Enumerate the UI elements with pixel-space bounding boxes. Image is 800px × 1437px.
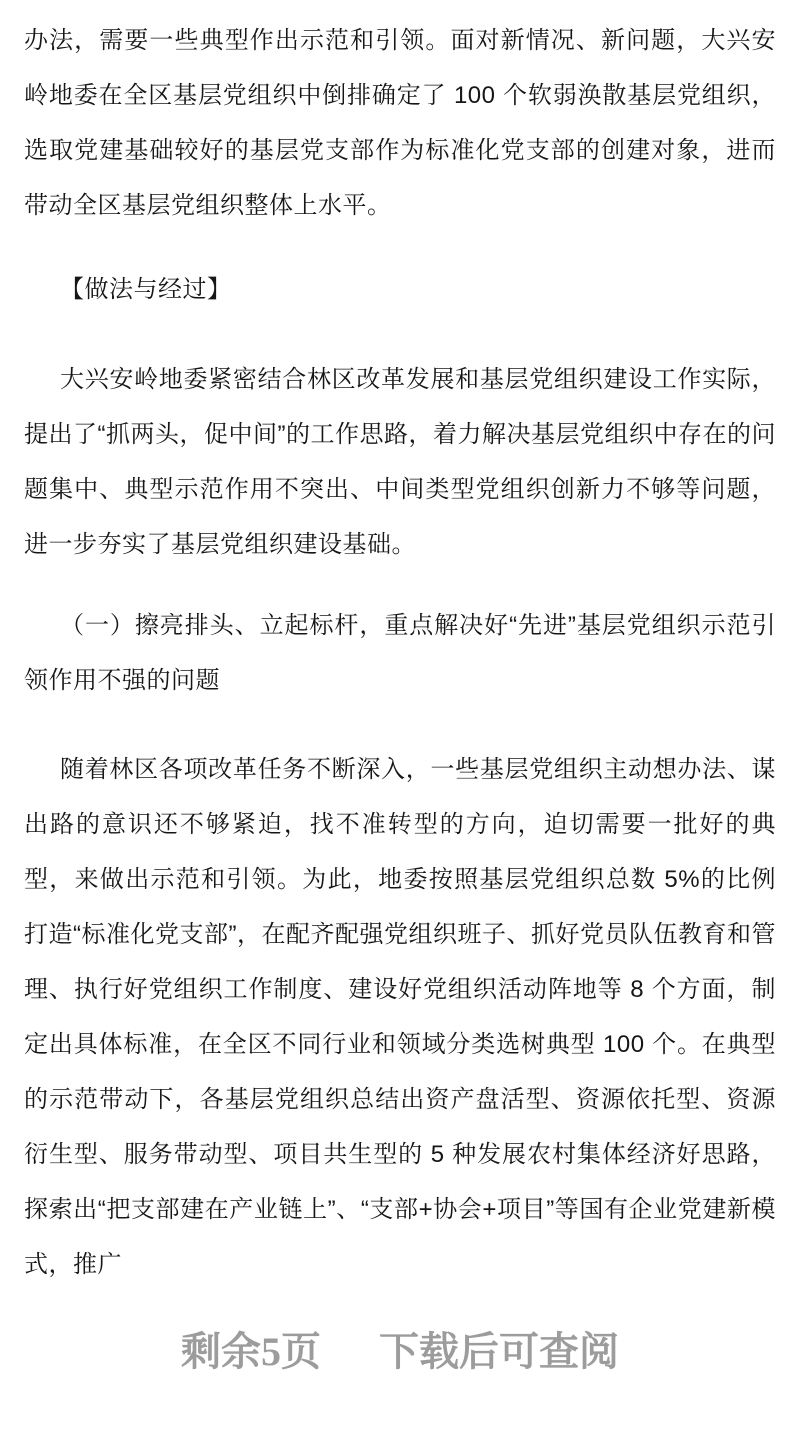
download-hint-text: 下载后可查阅	[379, 1329, 619, 1374]
pages-remaining-text: 剩余5页	[181, 1329, 321, 1374]
paragraph-reform-detail: 随着林区各项改革任务不断深入，一些基层党组织主动想办法、谋出路的意识还不够紧迫，找不准转型的方向，迫切需要一批好的典型，来做出示范和引领。为此，地委按照基层党组织总数 5%的比例打造“标准化党支部”，在配齐配强党组织班子、抓好党员队伍教育和管理、执行好党组织工作制度、建设好党组织活动阵地等 8 个方面，制定出具体标准，在全区不同行业和领域分类选树典型 100 个。在典型的示范带动下，各基层党组织总结出资产盘活型、资源依托型、资源衍生型、服务带动型、项目共生型的 5 种发展农村集体经济好思路，探索出“把支部建在产业链上”、“支部+协会+项目”等国有企业党建新模式，推广	[24, 756, 776, 1278]
pages-remaining-watermark	[0, 1328, 800, 1376]
section-heading-practice-and-process: 【做法与经过】	[60, 276, 232, 303]
subsection-heading-one: （一）擦亮排头、立起标杆，重点解决好“先进”基层党组织示范引领作用不强的问题	[24, 612, 776, 694]
paragraph-continuation: 办法，需要一些典型作出示范和引领。面对新情况、新问题，大兴安岭地委在全区基层党组织中倒排确定了 100 个软弱涣散基层党组织，选取党建基础较好的基层党支部作为标准化党支部的创建对象，进而带动全区基层党组织整体上水平。	[24, 27, 776, 219]
paragraph-work-approach: 大兴安岭地委紧密结合林区改革发展和基层党组织建设工作实际，提出了“抓两头，促中间”的工作思路，着力解决基层党组织中存在的问题集中、典型示范作用不突出、中间类型党组织创新力不够等问题，进一步夯实了基层党组织建设基础。	[24, 366, 776, 558]
